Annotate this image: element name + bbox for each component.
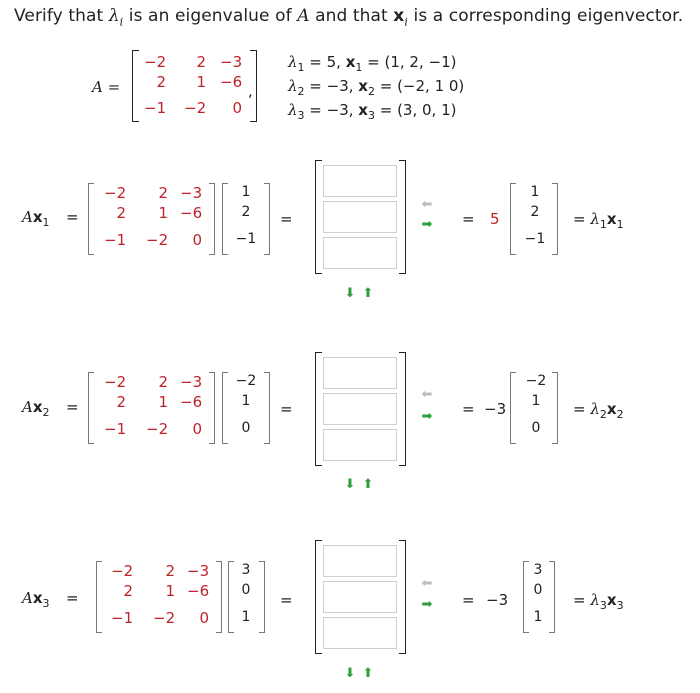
title-mid2: and that [309, 6, 394, 26]
arrow-down-icon[interactable]: ⬇ [344, 666, 356, 681]
matrix-bracket-right [209, 372, 215, 444]
vector-entry: 3 [533, 562, 543, 578]
matrix-A-entry: −1 [144, 99, 167, 117]
matrix-entry: 2 [165, 562, 175, 580]
title-pre: Verify that [14, 6, 109, 26]
vector-entry: 1 [533, 609, 543, 625]
eigen-pair-3: $\lambda_3 = -3$, $x_3 = (3$, 0, 1) [288, 101, 457, 122]
matrix-bracket-left [132, 50, 139, 122]
matrix-entry: 1 [158, 393, 168, 411]
matrix-entry: −6 [180, 204, 203, 222]
title-lambda: λ [108, 6, 120, 26]
equals-sign: = [66, 208, 79, 226]
answer-input[interactable] [323, 165, 397, 197]
arrow-down-icon[interactable]: ⬇ [344, 477, 356, 492]
matrix-entry: 1 [158, 204, 168, 222]
arrow-left-icon[interactable]: ⬅ [421, 576, 433, 591]
matrix-entry: 2 [158, 184, 168, 202]
lhs-label-1: $Ax_1$ [22, 208, 50, 229]
matrix-entry: −6 [180, 393, 203, 411]
matrix-entry: −2 [111, 562, 134, 580]
title-mid1: is an eigenvalue of [123, 6, 298, 26]
equals-sign: = [462, 400, 475, 418]
title-A: A [297, 6, 310, 26]
equals-sign: = [66, 589, 79, 607]
scalar: 5 [490, 210, 500, 228]
title-x: x [393, 6, 405, 26]
matrix-entry: −3 [180, 373, 203, 391]
matrix-A-entry: 0 [232, 99, 242, 117]
answer-input[interactable] [323, 617, 397, 649]
title-sub-i: i [119, 15, 124, 29]
vector-bracket-left [222, 372, 228, 444]
answer-input[interactable] [323, 545, 397, 577]
eigen-pair-1: $\lambda_1 = 5$, $x_1 = (1$, 2, −1) [288, 53, 457, 74]
matrix-entry: 0 [192, 231, 202, 249]
vector-entry: 0 [241, 420, 251, 436]
equals-sign: = [280, 591, 293, 609]
matrix-entry: 0 [192, 420, 202, 438]
matrix-entry: −1 [111, 609, 134, 627]
equals-sign: = [462, 591, 475, 609]
answer-input[interactable] [323, 393, 397, 425]
matrix-bracket-right [216, 561, 222, 633]
answer-bracket-right [399, 160, 406, 274]
answer-bracket-left [315, 160, 322, 274]
vector-bracket-right [264, 183, 270, 255]
vector-bracket-right [552, 183, 558, 255]
scalar: −3 [484, 400, 507, 418]
matrix-bracket-right [209, 183, 215, 255]
lhs-label-3: $Ax_3$ [22, 589, 50, 610]
answer-bracket-right [399, 352, 406, 466]
matrix-entry: −1 [104, 231, 127, 249]
vector-entry: 1 [530, 184, 540, 200]
vector-entry: 2 [530, 204, 540, 220]
matrix-entry: 2 [116, 393, 126, 411]
arrow-left-icon[interactable]: ⬅ [421, 387, 433, 402]
matrix-entry: −6 [187, 582, 210, 600]
rhs-label-1: = $\lambda_1x_1$ [573, 210, 624, 231]
arrow-right-icon[interactable]: ➡ [421, 597, 433, 612]
matrix-entry: 0 [199, 609, 209, 627]
answer-input[interactable] [323, 201, 397, 233]
comma: , [248, 82, 253, 100]
vector-entry: 1 [241, 393, 251, 409]
matrix-bracket-left [96, 561, 102, 633]
vector-entry: −1 [235, 231, 257, 247]
arrow-down-icon[interactable]: ⬇ [344, 286, 356, 301]
scalar: −3 [486, 591, 509, 609]
vector-entry: 2 [241, 204, 251, 220]
lhs-label-2: $Ax_2$ [22, 398, 50, 419]
answer-bracket-left [315, 352, 322, 466]
answer-input[interactable] [323, 237, 397, 269]
vector-bracket-left [222, 183, 228, 255]
matrix-A-entry: 2 [196, 53, 206, 71]
title-sub-i2: i [404, 15, 408, 29]
matrix-entry: −2 [146, 231, 169, 249]
matrix-entry: 1 [165, 582, 175, 600]
equals-sign: = [462, 210, 475, 228]
vector-entry: 3 [241, 562, 251, 578]
vector-entry: 1 [241, 184, 251, 200]
matrix-entry: −3 [180, 184, 203, 202]
vector-entry: 1 [531, 393, 541, 409]
arrow-left-icon[interactable]: ⬅ [421, 197, 433, 212]
matrix-label: A = [92, 78, 121, 96]
vector-entry: 0 [241, 582, 251, 598]
rhs-label-2: = $\lambda_2x_2$ [573, 400, 624, 421]
matrix-A-entry: −3 [220, 53, 243, 71]
equals-sign: = [66, 398, 79, 416]
equals-sign: = [280, 210, 293, 228]
matrix-entry: −2 [104, 373, 127, 391]
vector-bracket-right [264, 372, 270, 444]
matrix-entry: −2 [153, 609, 176, 627]
title-mid3: is a corresponding eigenvector. [408, 6, 684, 26]
answer-bracket-right [399, 540, 406, 654]
answer-bracket-left [315, 540, 322, 654]
rhs-label-3: = $\lambda_3x_3$ [573, 591, 624, 612]
vector-entry: −1 [524, 231, 546, 247]
matrix-entry: 2 [158, 373, 168, 391]
matrix-A-entry: 2 [156, 73, 166, 91]
matrix-entry: 2 [116, 204, 126, 222]
matrix-bracket-left [88, 183, 94, 255]
matrix-A-entry: −2 [184, 99, 207, 117]
matrix-A-entry: −2 [144, 53, 167, 71]
matrix-entry: −3 [187, 562, 210, 580]
arrow-up-icon[interactable]: ⬆ [362, 477, 374, 492]
answer-input[interactable] [323, 581, 397, 613]
arrow-right-icon[interactable]: ➡ [421, 217, 433, 232]
arrow-up-icon[interactable]: ⬆ [362, 666, 374, 681]
eigen-pair-2: $\lambda_2 = -3$, $x_2 = (-2$, 1 0) [288, 77, 465, 98]
matrix-entry: −1 [104, 420, 127, 438]
vector-entry: −2 [525, 373, 547, 389]
arrow-right-icon[interactable]: ➡ [421, 409, 433, 424]
vector-entry: −2 [235, 373, 257, 389]
vector-bracket-left [510, 372, 516, 444]
matrix-A-entry: −6 [220, 73, 243, 91]
matrix-entry: −2 [104, 184, 127, 202]
matrix-entry: −2 [146, 420, 169, 438]
vector-entry: 0 [533, 582, 543, 598]
matrix-bracket-left [88, 372, 94, 444]
vector-bracket-right [259, 561, 265, 633]
vector-entry: 0 [531, 420, 541, 436]
vector-bracket-left [510, 183, 516, 255]
answer-input[interactable] [323, 429, 397, 461]
instruction-text [14, 6, 683, 28]
vector-bracket-right [552, 372, 558, 444]
vector-entry: 1 [241, 609, 251, 625]
equals-sign: = [280, 400, 293, 418]
matrix-A-entry: 1 [196, 73, 206, 91]
answer-input[interactable] [323, 357, 397, 389]
matrix-entry: 2 [123, 582, 133, 600]
arrow-up-icon[interactable]: ⬆ [362, 286, 374, 301]
